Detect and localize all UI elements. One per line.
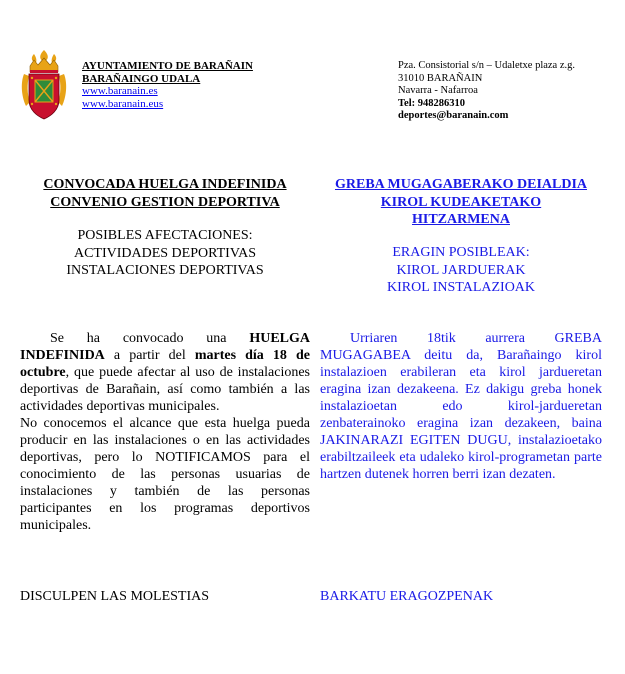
basque-sub-line-1: ERAGIN POSIBLEAK: [392, 245, 530, 260]
spanish-sub-line-2: ACTIVIDADES DEPORTIVAS [73, 245, 257, 261]
spanish-paragraph-1 [20, 330, 310, 415]
spanish-affected-list [20, 227, 310, 280]
spanish-sub-line-1: POSIBLES AFECTACIONES: [77, 228, 253, 243]
contact-address [398, 60, 575, 123]
org-name-basque: BARAÑAINGO UDALA [82, 72, 201, 85]
basque-body [320, 330, 602, 483]
basque-title-line-3: HITZARMENA [411, 212, 510, 227]
basque-title [320, 176, 602, 229]
website-link-eus[interactable]: www.baranain.eus [82, 97, 164, 110]
basque-closing: BARKATU ERAGOZPENAK [320, 589, 494, 604]
spanish-title-line-2: CONVENIO GESTION DEPORTIVA [50, 194, 280, 210]
spanish-p1-text-c: a partir del [104, 348, 195, 363]
organization-header [82, 60, 253, 110]
basque-sub-line-3: KIROL INSTALAZIOAK [386, 280, 536, 295]
address-line-2: 31010 BARAÑAIN [398, 72, 483, 84]
basque-sub-line-2: KIROL JARDUERAK [396, 262, 526, 278]
spanish-p1-text-e: , que puede afectar al uso de instalaciones deportivas de Barañain, así como también a las actividades deportivas municipales. [20, 365, 310, 414]
address-line-1: Pza. Consistorial s/n – Udaletxe plaza z.g. [398, 60, 575, 71]
spanish-body [20, 330, 310, 534]
spanish-sub-line-3: INSTALACIONES DEPORTIVAS [66, 263, 264, 278]
spanish-title-line-1: CONVOCADA HUELGA INDEFINIDA [43, 177, 287, 192]
spanish-p1-date: martes día 18 de octubre [20, 348, 310, 380]
website-link-es[interactable]: www.baranain.es [82, 85, 158, 97]
basque-title-line-2: KIROL KUDEAKETAKO [380, 194, 542, 210]
spanish-title [20, 176, 310, 211]
coat-of-arms-icon [20, 48, 68, 122]
email-address: deportes@baranain.com [398, 110, 509, 121]
address-line-3: Navarra - Nafarroa [398, 85, 478, 96]
basque-title-line-1: GREBA MUGAGABERAKO DEIALDIA [334, 177, 588, 192]
spanish-p1-text-a: Se ha convocado una [50, 331, 250, 346]
spanish-closing: DISCULPEN LAS MOLESTIAS [20, 589, 210, 604]
basque-affected-list [320, 244, 602, 297]
spanish-p1-strike-name: HUELGA INDEFINIDA [20, 331, 310, 363]
basque-paragraph-1: Urriaren 18tik aurrera GREBA MUGAGABEA deitu da, Barañaingo kirol instalazioen erabileran eta kirol jardueretan eragina izan dezakeena. Ez dakigu greba honek instalazioetan edo kirol-jardueretan zenbaterainoko eragina izan dezakeen, baina JAKINARAZI EGITEN DUGU, instalazioetako erabiltzaileek eta udaleko kirol-programetan parte hartzen dutenek horren berri izan dezaten. [320, 331, 602, 482]
spanish-paragraph-2: No conocemos el alcance que esta huelga pueda producir en las instalaciones o en las actividades deportivas, pero lo NOTIFICAMOS para el conocimiento de las personas usuarias de instalaciones y también de las personas participantes en los programas deportivos municipales. [20, 416, 310, 533]
phone-number: Tel: 948286310 [398, 97, 465, 109]
org-name-spanish: AYUNTAMIENTO DE BARAÑAIN [82, 60, 253, 72]
